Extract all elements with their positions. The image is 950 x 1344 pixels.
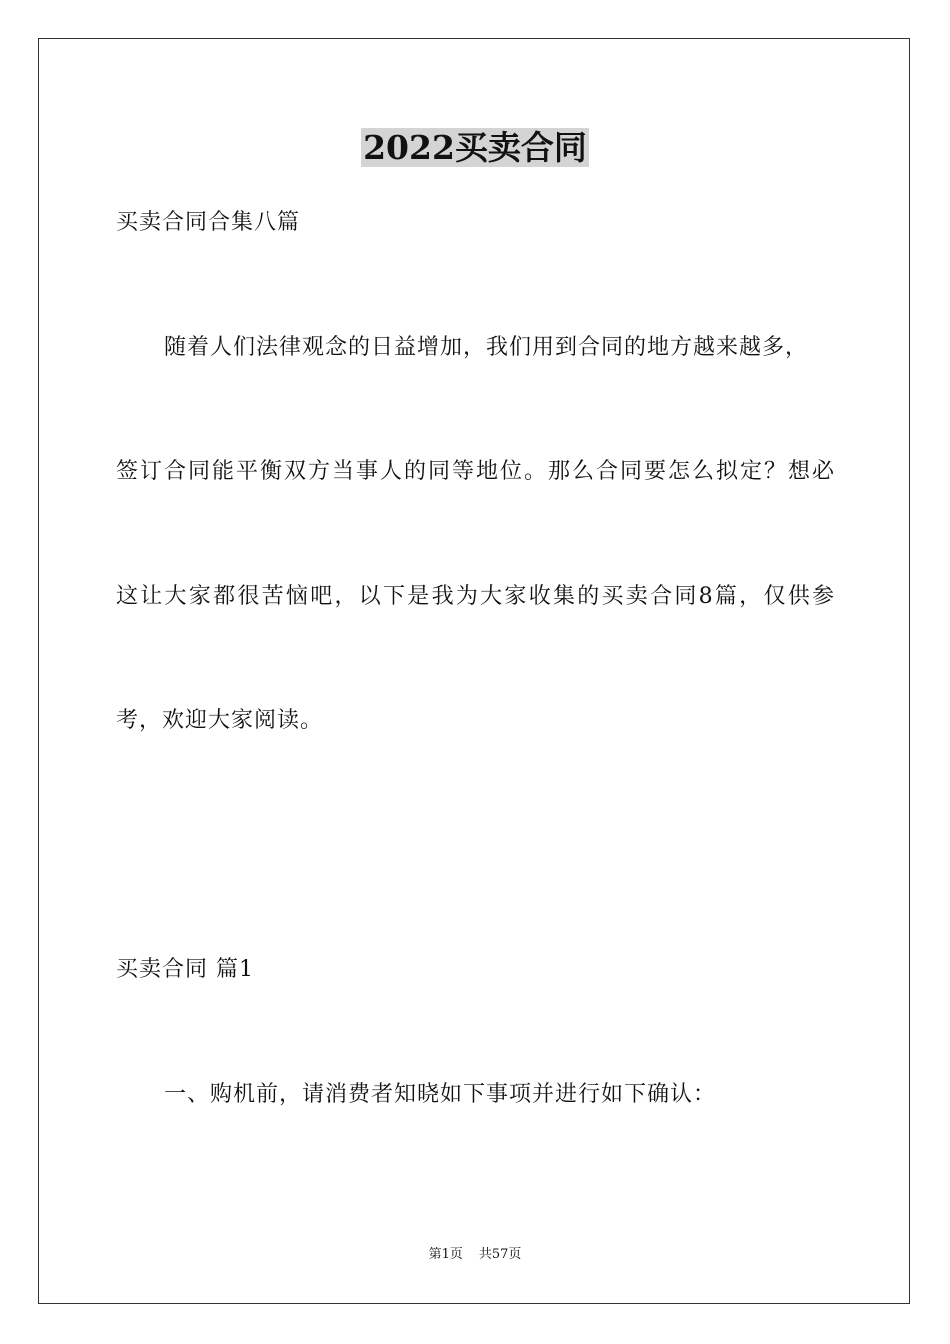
intro-line-4: 考，欢迎大家阅读。 xyxy=(116,708,324,733)
intro-line-1: 随着人们法律观念的日益增加，我们用到合同的地方越来越多， xyxy=(164,335,809,360)
intro-line-3: 这让大家都很苦恼吧，以下是我为大家收集的买卖合同8篇，仅供参 xyxy=(116,584,834,609)
section-first-line: 一、购机前，请消费者知晓如下事项并进行如下确认： xyxy=(164,1082,717,1107)
document-title xyxy=(0,126,950,170)
document-title-text: 2022买卖合同 xyxy=(363,128,587,167)
page-total: 共57页 xyxy=(478,1247,522,1262)
page-number: 第1页 xyxy=(428,1247,463,1262)
document-subtitle: 买卖合同合集八篇 xyxy=(116,210,301,235)
page-footer xyxy=(0,1245,950,1265)
intro-line-2: 签订合同能平衡双方当事人的同等地位。那么合同要怎么拟定？想必 xyxy=(116,459,834,484)
section-heading: 买卖合同 篇1 xyxy=(116,957,254,982)
